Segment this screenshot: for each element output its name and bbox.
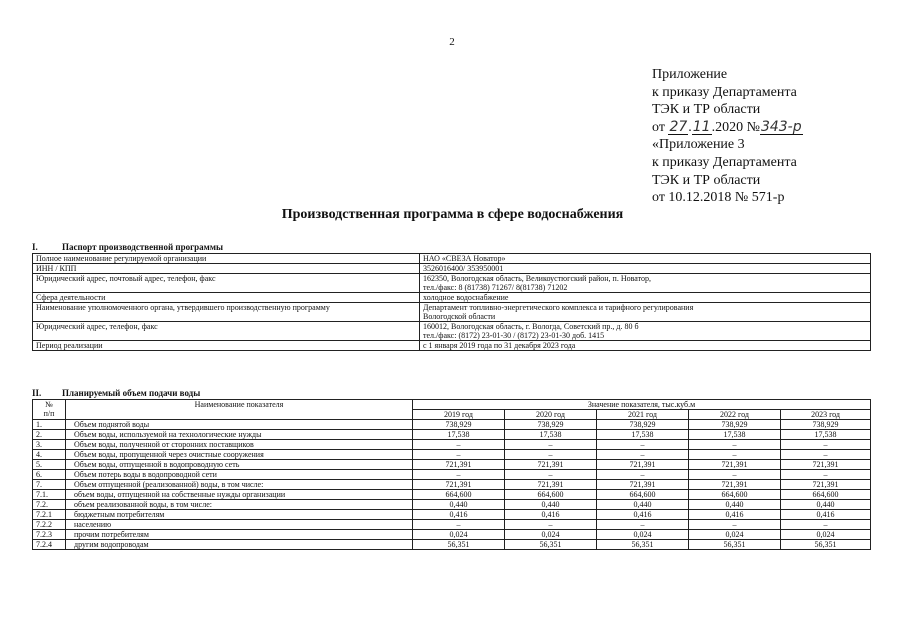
appendix-date-year: .2020 № xyxy=(711,119,760,135)
value-cell: 664,600 xyxy=(781,490,871,500)
handwritten-month: 11 xyxy=(692,118,711,135)
column-header-values: Значение показателя, тыс.куб.м xyxy=(413,400,871,410)
indicator-name: Объем воды, полученной от сторонних поставщиков xyxy=(66,440,413,450)
value-cell: 721,391 xyxy=(413,480,505,490)
passport-value: 3526016400/ 353950001 xyxy=(420,264,871,274)
value-cell: 664,600 xyxy=(413,490,505,500)
table-row xyxy=(33,440,871,450)
appendix-line: Приложение xyxy=(652,67,728,82)
value-cell: – xyxy=(781,450,871,460)
row-number: 7.2.4 xyxy=(33,540,66,550)
row-number: 2. xyxy=(33,430,66,440)
value-cell: 0,416 xyxy=(505,510,597,520)
appendix-date-line xyxy=(652,119,892,137)
column-header-year: 2019 год xyxy=(413,410,505,420)
table-row xyxy=(33,303,871,322)
section-number: I. xyxy=(32,242,38,252)
table-row xyxy=(33,430,871,440)
row-number: 1. xyxy=(33,420,66,430)
table-row xyxy=(33,530,871,540)
appendix-header xyxy=(652,66,892,207)
appendix-line: от 10.12.2018 № 571-р xyxy=(652,190,785,206)
table-row xyxy=(33,510,871,520)
section-number: II. xyxy=(32,388,42,398)
appendix-line: к приказу Департамента xyxy=(652,154,797,170)
passport-value: НАО «СВЕЗА Новатор» xyxy=(420,254,871,264)
value-cell: 0,440 xyxy=(689,500,781,510)
row-number: 6. xyxy=(33,470,66,480)
value-cell: – xyxy=(413,520,505,530)
table-row xyxy=(33,254,871,264)
passport-label: Юридический адрес, телефон, факс xyxy=(33,322,420,341)
passport-value: с 1 января 2019 года по 31 декабря 2023 года xyxy=(420,341,871,351)
value-cell: – xyxy=(505,440,597,450)
water-volume-rows xyxy=(33,420,871,550)
appendix-line: ТЭК и ТР области xyxy=(652,102,761,118)
value-cell: – xyxy=(597,520,689,530)
passport-label: Сфера деятельности xyxy=(33,293,420,303)
value-cell: 0,024 xyxy=(597,530,689,540)
value-cell: 721,391 xyxy=(597,480,689,490)
indicator-name: Объем воды, используемой на технологические нужды xyxy=(66,430,413,440)
value-cell: – xyxy=(689,470,781,480)
value-cell: 17,538 xyxy=(597,430,689,440)
passport-value: 160012, Вологодская область, г. Вологда, Советский пр., д. 80 б тел./факс: (8172) 23-01-30 / (8172) 23-01-30 доб. 1415 xyxy=(420,322,871,341)
table-row xyxy=(33,480,871,490)
value-cell: 738,929 xyxy=(505,420,597,430)
section-title: Паспорт производственной программы xyxy=(62,242,223,252)
value-cell: 0,024 xyxy=(781,530,871,540)
value-cell: 0,024 xyxy=(689,530,781,540)
table-row xyxy=(33,470,871,480)
value-cell: 721,391 xyxy=(505,460,597,470)
table-row xyxy=(33,520,871,530)
value-cell: 721,391 xyxy=(413,460,505,470)
indicator-name: Объем воды, отпущенной в водопроводную сеть xyxy=(66,460,413,470)
row-number: 7.2.2 xyxy=(33,520,66,530)
indicator-name: Объем отпущенной (реализованной) воды, в том числе: xyxy=(66,480,413,490)
section-1-heading xyxy=(32,242,223,252)
value-cell: 0,440 xyxy=(781,500,871,510)
value-cell: 17,538 xyxy=(505,430,597,440)
table-row xyxy=(33,540,871,550)
table-row xyxy=(33,264,871,274)
value-cell: – xyxy=(689,450,781,460)
value-cell: – xyxy=(781,520,871,530)
indicator-name: прочим потребителям xyxy=(66,530,413,540)
value-cell: 738,929 xyxy=(597,420,689,430)
value-cell: 0,440 xyxy=(505,500,597,510)
table-row xyxy=(33,450,871,460)
passport-label: ИНН / КПП xyxy=(33,264,420,274)
table-row xyxy=(33,274,871,293)
value-cell: 721,391 xyxy=(689,480,781,490)
value-cell: 0,416 xyxy=(689,510,781,520)
value-cell: 721,391 xyxy=(597,460,689,470)
value-cell: 721,391 xyxy=(781,460,871,470)
indicator-name: бюджетным потребителям xyxy=(66,510,413,520)
value-cell: – xyxy=(597,450,689,460)
appendix-line: к приказу Департамента xyxy=(652,84,797,100)
value-cell: 0,416 xyxy=(597,510,689,520)
row-number: 4. xyxy=(33,450,66,460)
value-cell: 56,351 xyxy=(505,540,597,550)
column-header-year: 2023 год xyxy=(781,410,871,420)
row-number: 7.1. xyxy=(33,490,66,500)
column-header-year: 2022 год xyxy=(689,410,781,420)
passport-value: холодное водоснабжение xyxy=(420,293,871,303)
value-cell: 17,538 xyxy=(413,430,505,440)
row-number: 7. xyxy=(33,480,66,490)
appendix-date-sep: . xyxy=(688,119,692,135)
passport-value: Департамент топливно-энергетического комплекса и тарифного регулирования Вологодской области xyxy=(420,303,871,322)
passport-label: Период реализации xyxy=(33,341,420,351)
value-cell: 17,538 xyxy=(781,430,871,440)
passport-value: 162350, Вологодская область, Великоустюгский район, п. Новатор, тел./факс: 8 (81738) 71267/ 8(81738) 71202 xyxy=(420,274,871,293)
row-number: 5. xyxy=(33,460,66,470)
appendix-line: ТЭК и ТР области xyxy=(652,172,761,188)
value-cell: – xyxy=(689,440,781,450)
document-title: Производственная программа в сфере водоснабжения xyxy=(281,207,624,222)
indicator-name: объем реализованной воды, в том числе: xyxy=(66,500,413,510)
value-cell: – xyxy=(505,450,597,460)
value-cell: 0,024 xyxy=(413,530,505,540)
water-volume-table xyxy=(32,399,871,550)
value-cell: 664,600 xyxy=(597,490,689,500)
passport-label: Юридический адрес, почтовый адрес, телефон, факс xyxy=(33,274,420,293)
table-row xyxy=(33,420,871,430)
value-cell: – xyxy=(505,520,597,530)
passport-label: Наименование уполномоченного органа, утвердившего производственную программу xyxy=(33,303,420,322)
indicator-name: объем воды, отпущенной на собственные нужды организации xyxy=(66,490,413,500)
value-cell: 721,391 xyxy=(505,480,597,490)
table-row xyxy=(33,490,871,500)
indicator-name: Объем воды, пропущенной через очистные сооружения xyxy=(66,450,413,460)
value-cell: 0,440 xyxy=(413,500,505,510)
value-cell: – xyxy=(413,440,505,450)
value-cell: 56,351 xyxy=(689,540,781,550)
indicator-name: другим водопроводам xyxy=(66,540,413,550)
value-cell: – xyxy=(597,470,689,480)
value-cell: 56,351 xyxy=(781,540,871,550)
value-cell: 56,351 xyxy=(597,540,689,550)
appendix-line: «Приложение 3 xyxy=(652,137,745,153)
value-cell: – xyxy=(781,470,871,480)
table-row xyxy=(33,341,871,351)
value-cell: – xyxy=(505,470,597,480)
table-row xyxy=(33,460,871,470)
passport-label: Полное наименование регулируемой организации xyxy=(33,254,420,264)
value-cell: – xyxy=(413,450,505,460)
passport-table xyxy=(32,253,871,351)
table-row xyxy=(33,293,871,303)
column-header-year: 2020 год xyxy=(505,410,597,420)
row-number: 7.2.3 xyxy=(33,530,66,540)
value-cell: – xyxy=(597,440,689,450)
value-cell: 0,416 xyxy=(781,510,871,520)
column-header-number: № п/п xyxy=(33,400,66,420)
value-cell: 56,351 xyxy=(413,540,505,550)
value-cell: 0,024 xyxy=(505,530,597,540)
indicator-name: Объем потерь воды в водопроводной сети xyxy=(66,470,413,480)
column-header-indicator: Наименование показателя xyxy=(66,400,413,420)
table-row xyxy=(33,322,871,341)
handwritten-day: 27 xyxy=(669,118,688,135)
value-cell: 664,600 xyxy=(505,490,597,500)
row-number: 7.2.1 xyxy=(33,510,66,520)
column-header-year: 2021 год xyxy=(597,410,689,420)
section-title: Планируемый объем подачи воды xyxy=(62,388,201,398)
table-row xyxy=(33,500,871,510)
value-cell: – xyxy=(413,470,505,480)
handwritten-order-number: 343-р xyxy=(760,118,802,135)
value-cell: 17,538 xyxy=(689,430,781,440)
table-header-row xyxy=(33,400,871,410)
value-cell: 664,600 xyxy=(689,490,781,500)
value-cell: 738,929 xyxy=(689,420,781,430)
row-number: 3. xyxy=(33,440,66,450)
page-number: 2 xyxy=(449,36,455,48)
appendix-date-prefix: от xyxy=(652,119,665,135)
indicator-name: Объем поднятой воды xyxy=(66,420,413,430)
row-number: 7.2. xyxy=(33,500,66,510)
indicator-name: населению xyxy=(66,520,413,530)
value-cell: 738,929 xyxy=(781,420,871,430)
value-cell: – xyxy=(689,520,781,530)
value-cell: 721,391 xyxy=(689,460,781,470)
value-cell: 738,929 xyxy=(413,420,505,430)
value-cell: 721,391 xyxy=(781,480,871,490)
value-cell: – xyxy=(781,440,871,450)
value-cell: 0,440 xyxy=(597,500,689,510)
value-cell: 0,416 xyxy=(413,510,505,520)
section-2-heading xyxy=(32,388,200,398)
